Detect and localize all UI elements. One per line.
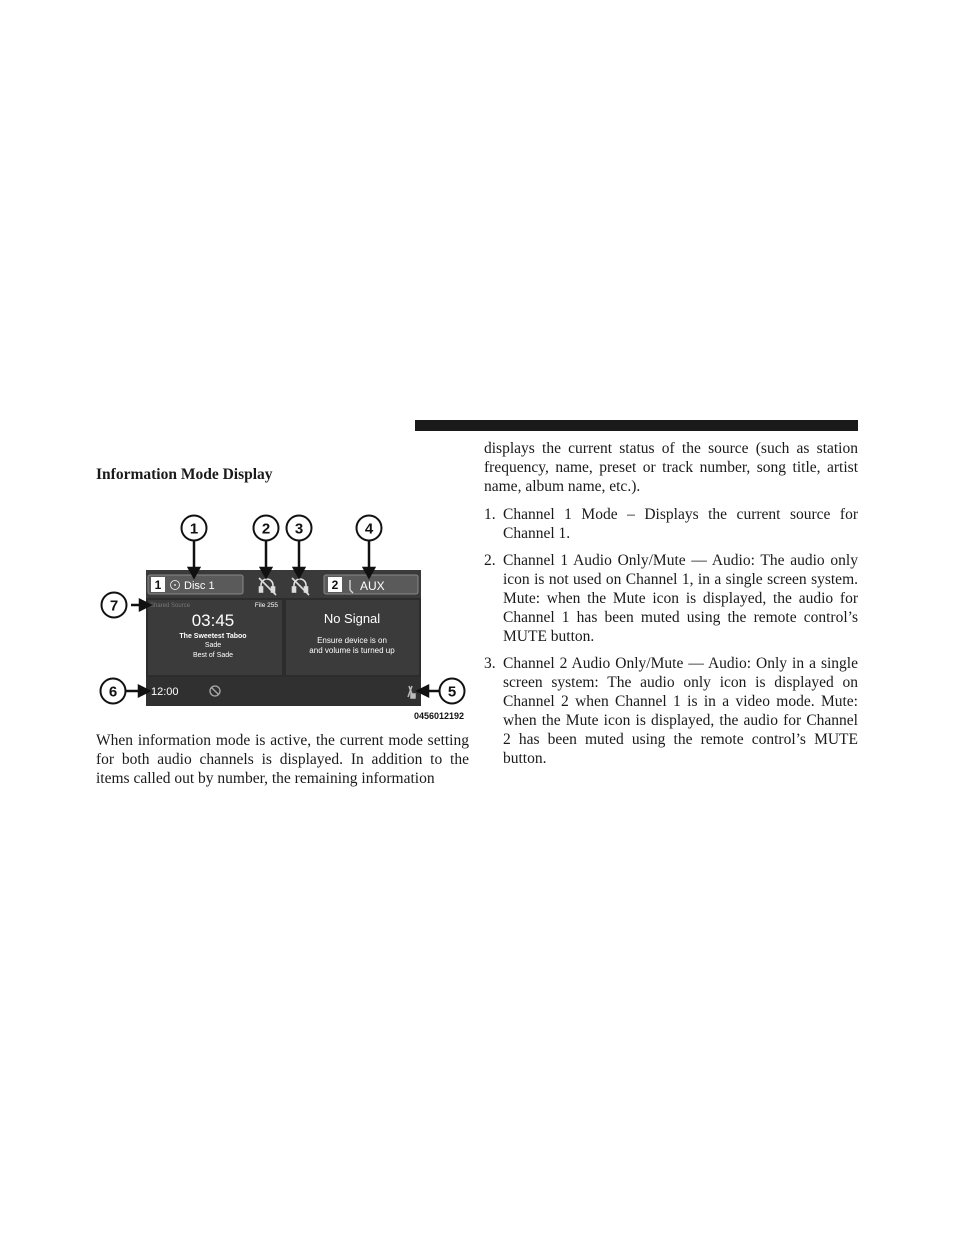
elapsed-time: 03:45 — [191, 611, 235, 630]
list-item — [484, 654, 858, 768]
album-name: Best of Sade — [192, 652, 234, 659]
callout-7 — [102, 593, 127, 618]
section-heading: Information Mode Display — [96, 466, 273, 483]
callout-4 — [357, 516, 382, 541]
callout-2-label: 2 — [261, 520, 271, 538]
list-text: Channel 2 Audio Only/Mute — Audio: Only in a single screen system: The audio only icon is displayed on Channel 2 when Channel 1 is in a video mode. Mute: when the Mute icon is displayed, the audio for Channel 2 has been muted using the remote control’s MUTE button. — [503, 655, 858, 767]
callout-7-label: 7 — [109, 597, 119, 615]
left-paragraph: When information mode is active, the current mode setting for both audio channels is displayed. In addition to the items called out by number, the remaining information — [96, 732, 469, 787]
callout-4-label: 4 — [364, 520, 374, 538]
right-paragraph: displays the current status of the source (such as station frequency, name, preset or track number, song title, artist name, album name, etc.). — [484, 440, 858, 495]
ch2-source-label: AUX — [360, 579, 385, 593]
list-text: Channel 1 Audio Only/Mute — Audio: The audio only icon is not used on Channel 1, in a single screen system. Mute: when the Mute icon is displayed, the audio for Channel 1 has been muted using the remote control’s MUTE button. — [503, 552, 858, 645]
hint-line-1: Ensure device is on — [317, 636, 387, 645]
list-item — [484, 505, 858, 543]
callout-6-label: 6 — [108, 683, 118, 701]
list-number: 1. — [484, 506, 496, 523]
disc-icon-center — [174, 584, 176, 586]
callout-1-label: 1 — [189, 520, 199, 538]
information-mode-figure — [96, 508, 472, 726]
file-number: File 255 — [254, 602, 278, 609]
clock: 12:00 — [151, 686, 179, 698]
ch2-number: 2 — [331, 578, 339, 592]
song-title: The Sweetest Taboo — [179, 633, 247, 640]
no-signal-label: No Signal — [323, 611, 381, 626]
list-text: Channel 1 Mode – Displays the current source for Channel 1. — [503, 506, 858, 542]
shared-source-label: Shared Source — [150, 603, 191, 609]
callout-1 — [182, 516, 207, 541]
hint-line-2: and volume is turned up — [309, 646, 395, 655]
ch1-number: 1 — [154, 578, 162, 592]
list-number: 2. — [484, 552, 496, 569]
section-rule-bar — [415, 420, 858, 431]
callout-2 — [254, 516, 279, 541]
callout-3 — [287, 516, 312, 541]
list-number: 3. — [484, 655, 496, 672]
callout-3-label: 3 — [294, 520, 304, 538]
callout-5 — [440, 679, 465, 704]
list-item — [484, 551, 858, 646]
figure-code: 0456012192 — [414, 711, 465, 721]
ch1-source-label: Disc 1 — [184, 580, 215, 592]
screen-bottom-bar — [146, 677, 421, 706]
callout-6 — [101, 679, 126, 704]
artist-name: Sade — [204, 642, 222, 649]
callout-5-label: 5 — [447, 683, 457, 701]
